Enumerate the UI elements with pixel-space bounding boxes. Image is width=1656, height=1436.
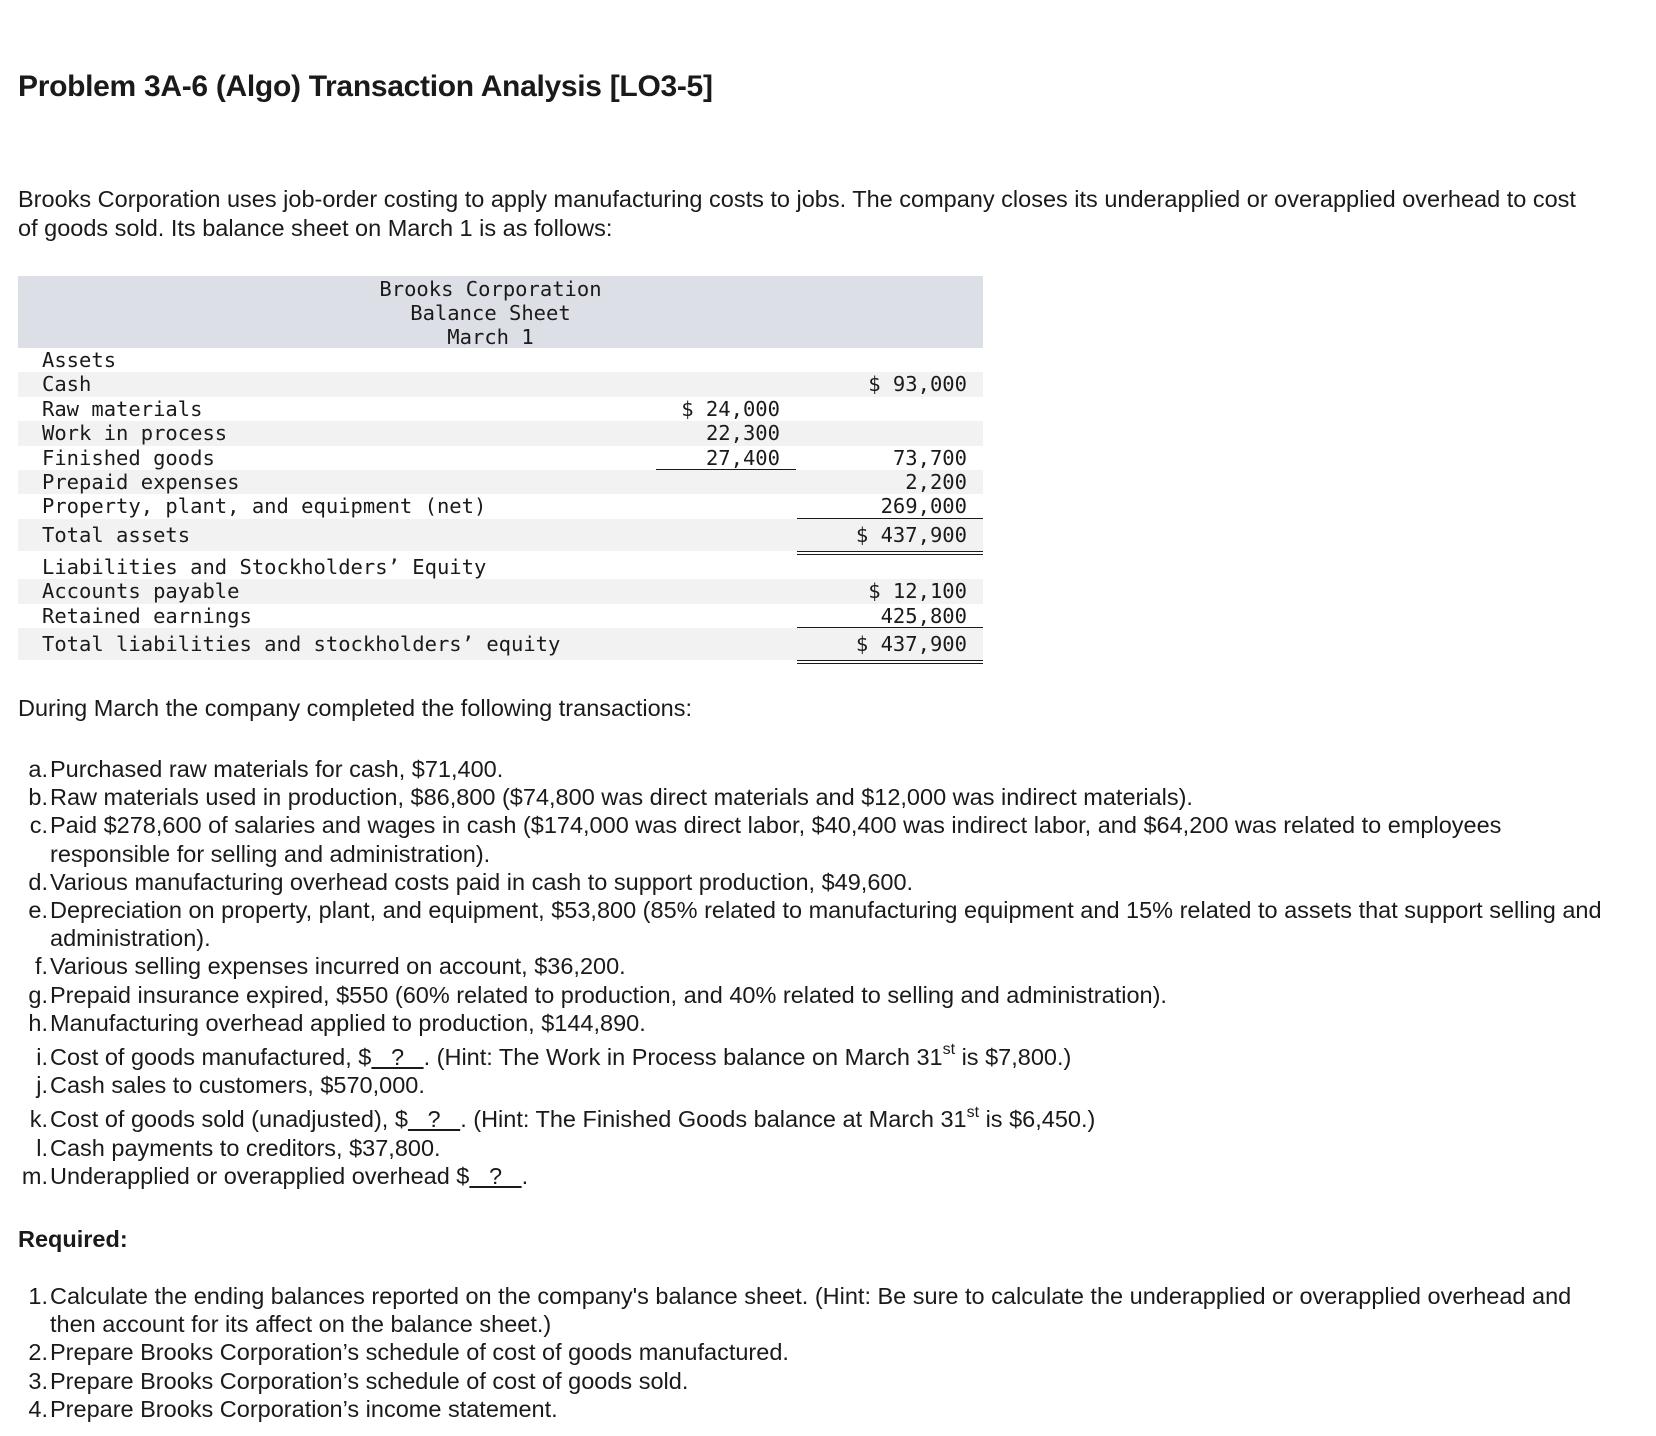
- finished-goods-amount: 27,400: [705, 445, 780, 470]
- company-name: Brooks Corporation: [379, 277, 602, 301]
- ppe-amount: 269,000: [880, 494, 967, 519]
- ordinal-suffix: st: [966, 1103, 980, 1121]
- required-text: Prepare Brooks Corporation’s income statement.: [50, 1395, 558, 1422]
- liab-heading-row: [18, 555, 983, 579]
- raw-materials-row: [18, 397, 983, 421]
- transaction-c: [0, 811, 1620, 867]
- required-text: Calculate the ending balances reported on the company's balance sheet. (Hint: Be sure to calculate the underapplied or overapplied overhead and then account for its affect on the balance sheet.): [50, 1283, 1572, 1338]
- raw-materials-amount: $ 24,000: [681, 396, 780, 421]
- transaction-letter: k.: [29, 1106, 48, 1133]
- prepaid-row: [18, 470, 983, 494]
- transaction-text: Various manufacturing overhead costs paid in cash to support production, $49,600.: [50, 868, 914, 895]
- prepaid-label: Prepaid expenses: [42, 469, 240, 494]
- balance-sheet-header: [18, 276, 983, 348]
- required-number: 3.: [28, 1367, 48, 1394]
- cash-row: [18, 372, 983, 396]
- transaction-b: [0, 783, 1620, 811]
- transaction-text: Manufacturing overhead applied to production, $144,890.: [50, 1009, 646, 1036]
- assets-heading: Assets: [42, 348, 117, 372]
- transaction-letter: g.: [28, 981, 48, 1008]
- total-assets-label: Total assets: [42, 522, 191, 547]
- transaction-hint: . (Hint: The Work in Process balance on March 31: [423, 1044, 943, 1071]
- transaction-letter: a.: [28, 756, 48, 782]
- transaction-f: [0, 952, 1620, 980]
- transaction-m: [0, 1162, 1620, 1190]
- transaction-text: Underapplied or overapplied overhead $: [50, 1162, 470, 1189]
- retained-earnings-row: [18, 604, 983, 628]
- transaction-k: [0, 1105, 1620, 1133]
- transaction-hint-end: is $7,800.): [955, 1044, 1072, 1071]
- assets-heading-row: [18, 348, 983, 372]
- transaction-text: Cost of goods manufactured, $: [50, 1044, 372, 1071]
- transaction-text: Purchased raw materials for cash, $71,400.: [50, 756, 504, 782]
- required-item-4: [0, 1395, 1620, 1423]
- transaction-text: Cash payments to creditors, $37,800.: [50, 1134, 441, 1161]
- transaction-text-end: .: [521, 1162, 529, 1189]
- transaction-letter: f.: [34, 953, 48, 980]
- accounts-payable-amount: $ 12,100: [868, 579, 967, 604]
- answer-blank: ?: [407, 1106, 461, 1133]
- transaction-text: Cost of goods sold (unadjusted), $: [50, 1106, 408, 1133]
- transaction-list: [0, 755, 1620, 1190]
- total-liab-double-underline: [797, 660, 983, 664]
- wip-label: Work in process: [42, 421, 228, 446]
- statement-date: March 1: [447, 325, 534, 349]
- total-liab-row: [18, 628, 983, 660]
- transaction-text: Cash sales to customers, $570,000.: [50, 1072, 425, 1099]
- liab-heading: Liabilities and Stockholders’ Equity: [42, 554, 487, 579]
- total-liab-amount: $ 437,900: [855, 631, 967, 656]
- total-liab-label: Total liabilities and stockholders’ equity: [42, 631, 561, 656]
- retained-earnings-label: Retained earnings: [42, 603, 252, 628]
- transaction-letter: m.: [21, 1162, 48, 1189]
- wip-row: [18, 421, 983, 445]
- required-number: 1.: [28, 1283, 48, 1309]
- transaction-letter: d.: [28, 868, 48, 895]
- transaction-letter: i.: [36, 1044, 48, 1071]
- transaction-text: Paid $278,600 of salaries and wages in cash ($174,000 was direct labor, $40,400 was indirect labor, and $64,200 was related to employees responsible for selling and administration).: [50, 812, 1502, 867]
- transaction-letter: e.: [28, 897, 48, 924]
- transaction-text: Depreciation on property, plant, and equipment, $53,800 (85% related to manufacturing equipment and 15% related to assets that support selling and administration).: [50, 897, 1602, 952]
- total-assets-row: [18, 519, 983, 551]
- accounts-payable-row: [18, 579, 983, 603]
- intro-paragraph: Brooks Corporation uses job-order costing to apply manufacturing costs to jobs. The company closes its underapplied or overapplied overhead to cost of goods sold. Its balance sheet on March 1 is as follows:: [18, 186, 1576, 241]
- ppe-row: [18, 494, 983, 518]
- ordinal-suffix: st: [942, 1041, 956, 1059]
- transaction-letter: b.: [28, 784, 48, 811]
- transaction-hint: . (Hint: The Finished Goods balance at March 31: [460, 1106, 967, 1133]
- required-number: 4.: [28, 1395, 48, 1422]
- required-heading: Required:: [18, 1226, 128, 1252]
- finished-goods-row: [18, 446, 983, 470]
- transaction-i: [0, 1043, 1620, 1071]
- ppe-label: Property, plant, and equipment (net): [42, 494, 487, 519]
- transaction-g: [0, 981, 1620, 1009]
- transaction-d: [0, 868, 1620, 896]
- transaction-letter: h.: [28, 1009, 48, 1036]
- inventory-subtotal: 73,700: [892, 445, 967, 470]
- raw-materials-label: Raw materials: [42, 396, 203, 421]
- transaction-l: [0, 1134, 1620, 1162]
- wip-amount: 22,300: [705, 421, 780, 446]
- retained-earnings-amount: 425,800: [880, 603, 967, 628]
- transaction-text: Prepaid insurance expired, $550 (60% related to production, and 40% related to selling and administration).: [50, 981, 1167, 1008]
- cash-label: Cash: [42, 372, 92, 397]
- required-text: Prepare Brooks Corporation’s schedule of cost of goods sold.: [50, 1367, 689, 1394]
- transactions-intro: During March the company completed the following transactions:: [18, 695, 693, 721]
- required-item-2: [0, 1338, 1620, 1366]
- accounts-payable-label: Accounts payable: [42, 579, 240, 604]
- transaction-letter: l.: [36, 1134, 48, 1161]
- required-item-3: [0, 1367, 1620, 1395]
- transaction-h: [0, 1009, 1620, 1037]
- problem-title: Problem 3A-6 (Algo) Transaction Analysis [LO3-5]: [18, 70, 713, 103]
- answer-blank: ?: [371, 1044, 424, 1071]
- answer-blank: ?: [469, 1162, 522, 1189]
- required-number: 2.: [28, 1339, 48, 1366]
- statement-name: Balance Sheet: [410, 301, 571, 325]
- required-list: [0, 1282, 1620, 1423]
- transaction-text: Raw materials used in production, $86,800 ($74,800 was direct materials and $12,000 was indirect materials).: [50, 784, 1193, 811]
- transaction-text: Various selling expenses incurred on account, $36,200.: [50, 953, 626, 980]
- cash-amount: $ 93,000: [868, 372, 967, 397]
- balance-sheet-table: [18, 276, 983, 660]
- transaction-hint-end: is $6,450.): [979, 1106, 1096, 1133]
- transaction-letter: c.: [29, 812, 48, 839]
- transaction-j: [0, 1071, 1620, 1099]
- transaction-letter: j.: [36, 1072, 48, 1099]
- required-item-1: [0, 1282, 1620, 1338]
- total-assets-amount: $ 437,900: [855, 522, 967, 547]
- prepaid-amount: 2,200: [905, 469, 967, 494]
- transaction-e: [0, 896, 1620, 952]
- transaction-a: [0, 755, 1620, 783]
- required-text: Prepare Brooks Corporation’s schedule of cost of goods manufactured.: [50, 1339, 789, 1366]
- finished-goods-label: Finished goods: [42, 445, 215, 470]
